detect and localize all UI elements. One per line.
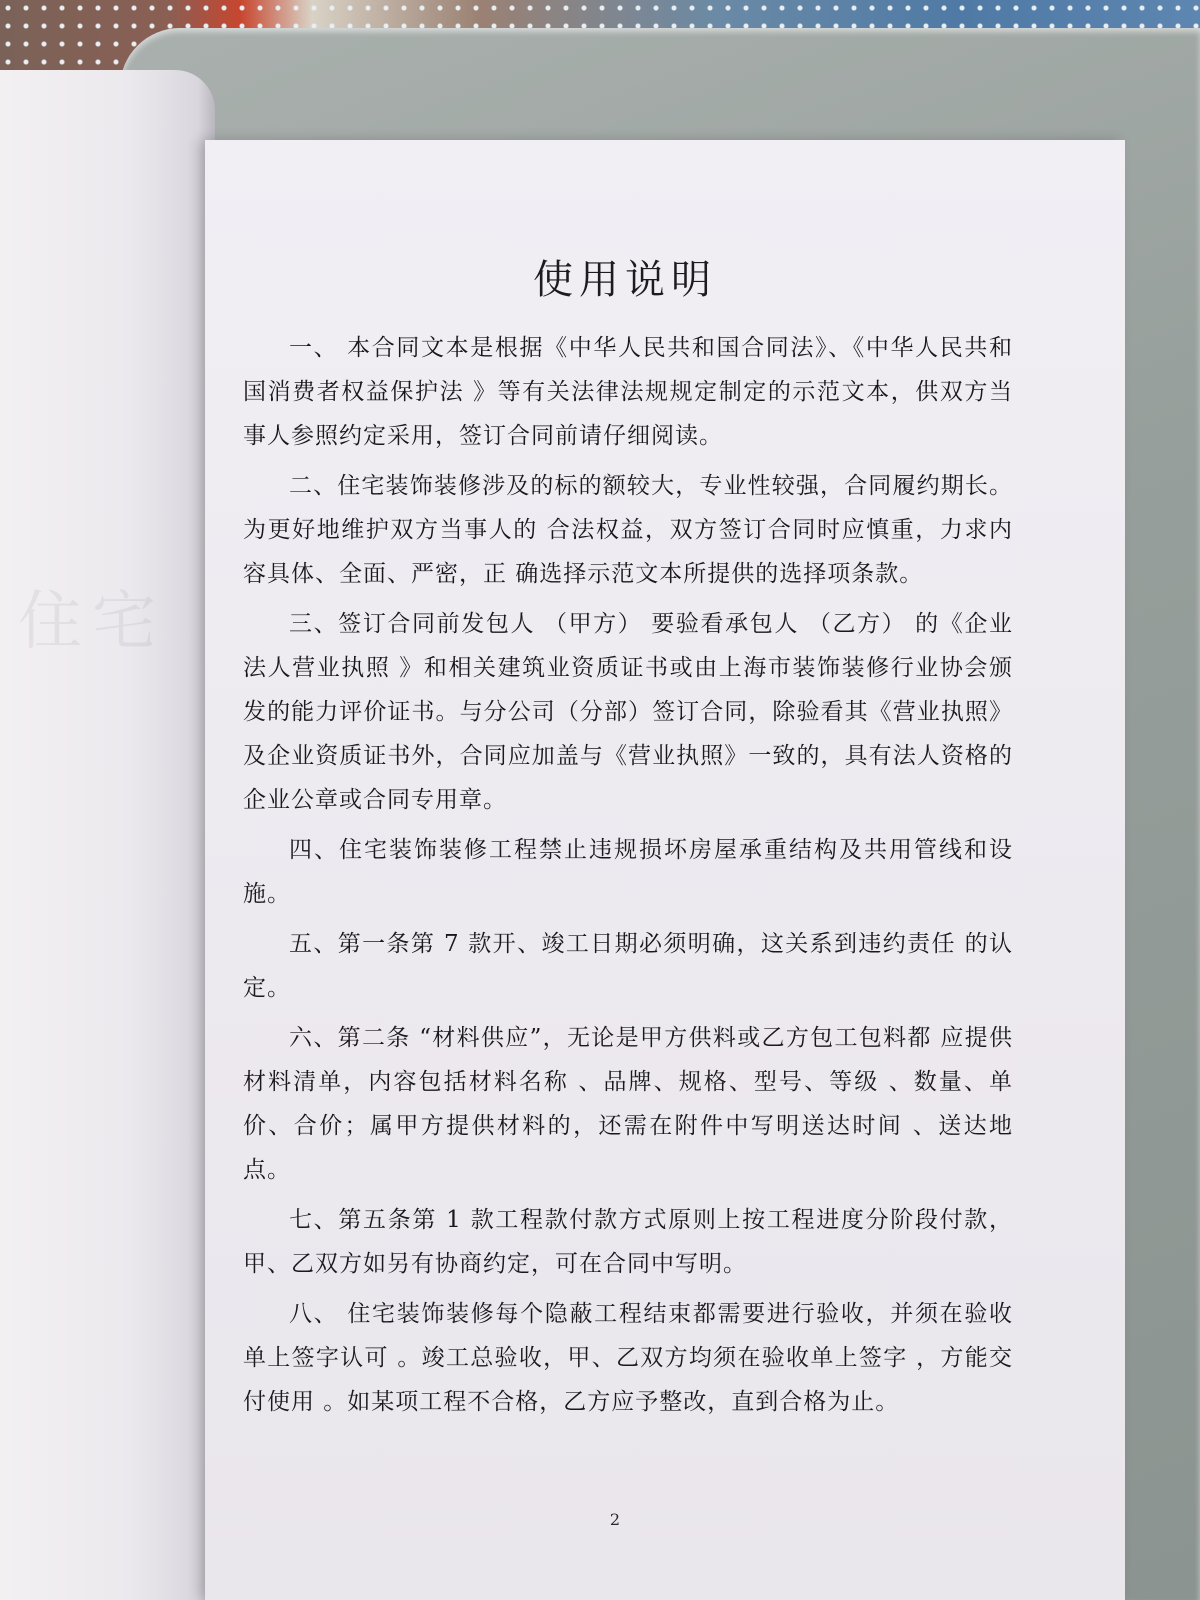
paragraph-3: 三、签订合同前发包人 （甲方） 要验看承包人 （乙方） 的《企业法人营业执照 》和相关建筑业资质证书或由上海市装饰装修行业协会颁发的能力评价证书。与分公司（分部）签订合同，除验看其《营业执照》及企业资质证书外，合同应加盖与《营业执照》一致的，具有法人资格的企业公章或合同专用章。: [243, 611, 1013, 813]
document-page: [205, 140, 1125, 1600]
page-title: 使用说明: [533, 257, 717, 303]
show-through-text: 住宅: [18, 585, 166, 659]
paragraph-4: 四、住宅装饰装修工程禁止违规损坏房屋承重结构及共用管线和设施。: [243, 837, 1013, 907]
paragraph-8: 八、 住宅装饰装修每个隐蔽工程结束都需要进行验收，并须在验收单上签字认可 。竣工总验收，甲、乙双方均须在验收单上签字 ，方能交付使用 。如某项工程不合格，乙方应予整改，直到合格为止。: [243, 1301, 1013, 1415]
left-page: [0, 70, 215, 1600]
instructions-body: [243, 326, 1013, 1430]
paragraph-1: 一、 本合同文本是根据《中华人民共和国合同法》、《中华人民共和国消费者权益保护法 》等有关法律法规规定制定的示范文本，供双方当事人参照约定采用，签订合同前请仔细阅读。: [243, 335, 1013, 449]
paragraph-7: 七、第五条第 1 款工程款付款方式原则上按工程进度分阶段付款，甲、乙双方如另有协商约定，可在合同中写明。: [243, 1207, 1013, 1277]
paragraph-5: 五、第一条第 7 款开、竣工日期必须明确，这关系到违约责任 的认定。: [243, 931, 1013, 1001]
page-number: 2: [609, 1510, 621, 1529]
paragraph-6: 六、第二条 “材料供应”，无论是甲方供料或乙方包工包料都 应提供材料清单，内容包括材料名称 、品牌、规格、型号、等级 、数量、单价、合价；属甲方提供材料的，还需在附件中写明送达时间 、送达地点。: [243, 1025, 1013, 1183]
paragraph-2: 二、住宅装饰装修涉及的标的额较大，专业性较强，合同履约期长。为更好地维护双方当事人的 合法权益，双方签订合同时应慎重，力求内容具体、全面、严密，正 确选择示范文本所提供的选择项条款。: [243, 473, 1013, 587]
